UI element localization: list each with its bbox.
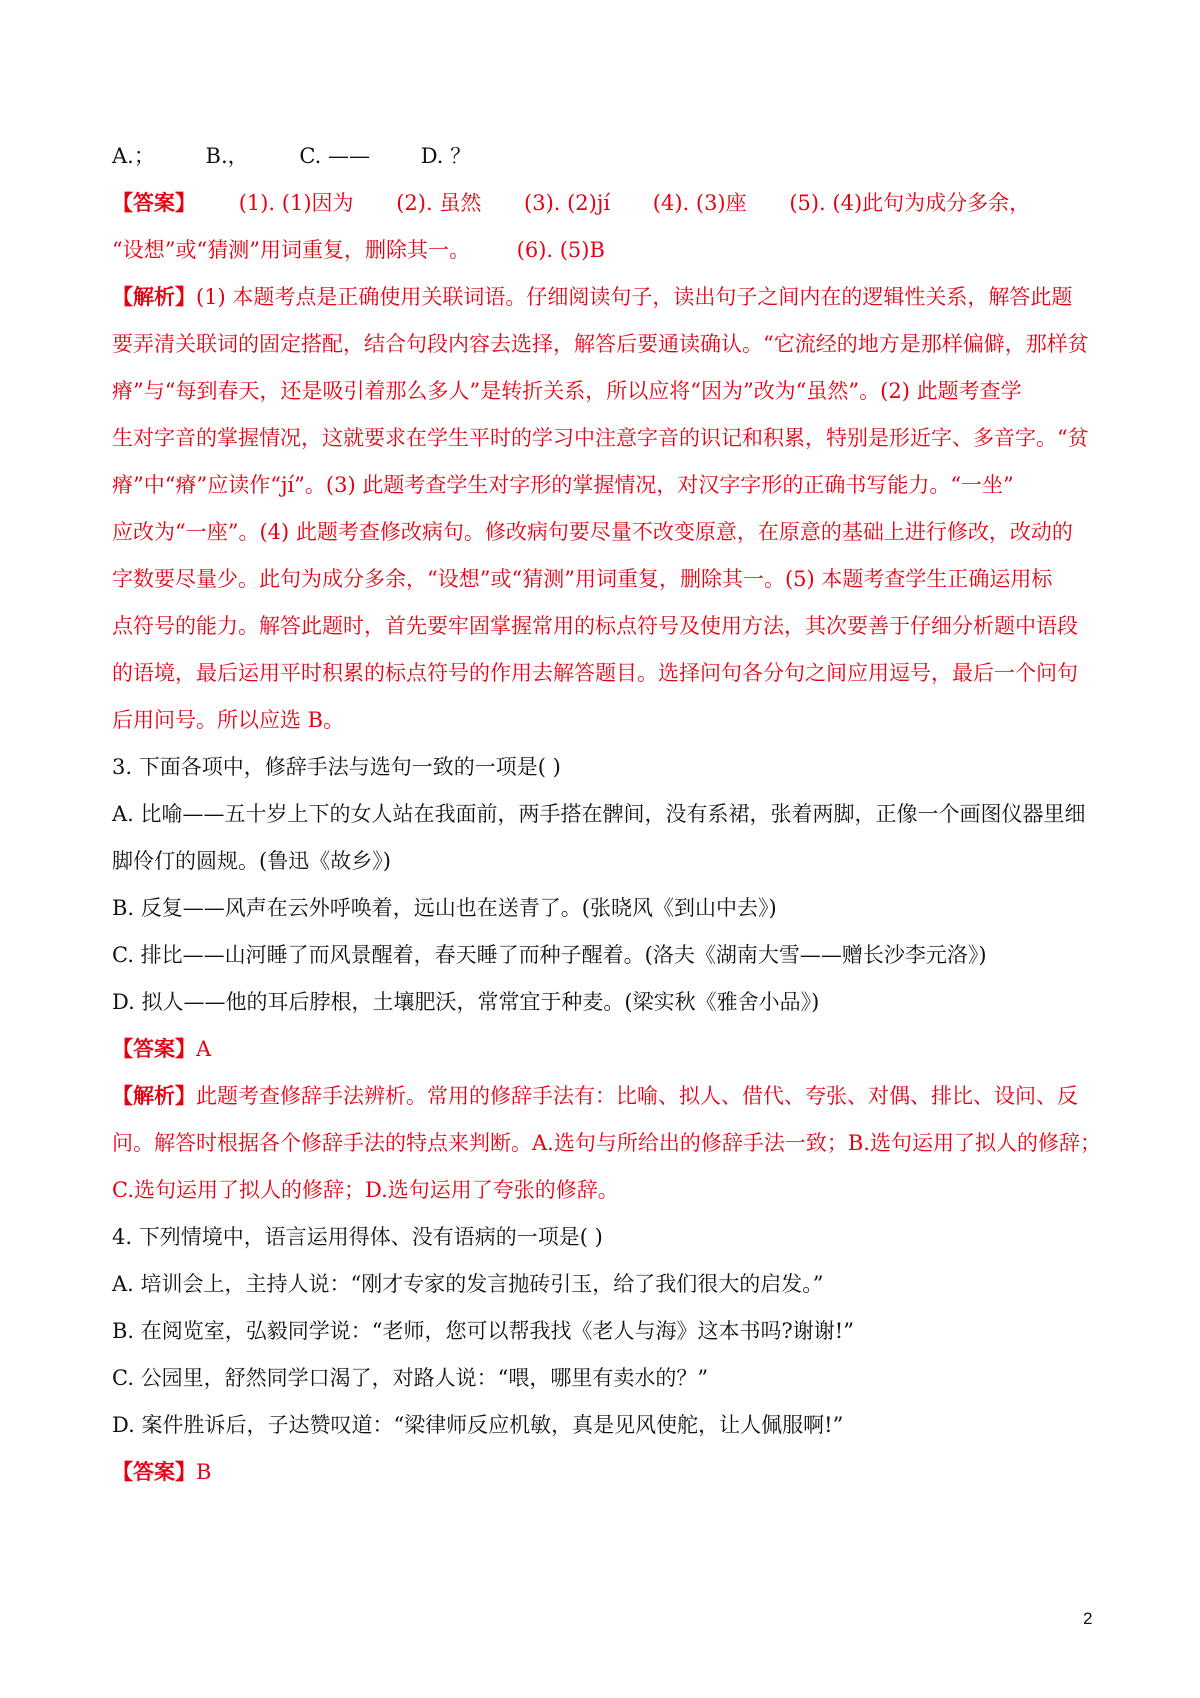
q2-analysis-line: 后用问号。所以应选 B。 bbox=[112, 708, 345, 732]
answer-label: 【答案】 bbox=[112, 1036, 196, 1061]
q2-analysis-line: 应改为“一座”。(4) 此题考查修改病句。修改病句要尽量不改变原意，在原意的基础上进行修改，改动的 bbox=[112, 520, 1073, 544]
q4-option-a: A. 培训会上，主持人说：“刚才专家的发言抛砖引玉，给了我们很大的启发。” bbox=[112, 1272, 824, 1296]
analysis-label: 【解析】 bbox=[112, 1083, 196, 1108]
q2-options-row bbox=[112, 142, 471, 170]
analysis-label: 【解析】 bbox=[112, 284, 196, 309]
q4-answer-value: B bbox=[196, 1460, 212, 1484]
q2-answer-continuation: “设想”或“猜测”用词重复，删除其一。 bbox=[112, 238, 470, 262]
q4-answer bbox=[112, 1458, 211, 1486]
q4-stem: 4. 下列情境中，语言运用得体、没有语病的一项是( ) bbox=[112, 1225, 603, 1249]
q2-option-a: A.； bbox=[112, 144, 155, 168]
q4-option-b: B. 在阅览室，弘毅同学说：“老师，您可以帮我找《老人与海》这本书吗?谢谢!” bbox=[112, 1319, 854, 1343]
q3-analysis-line: 【解析】此题考查修辞手法辨析。常用的修辞手法有：比喻、拟人、借代、夸张、对偶、排比、设问、反 bbox=[112, 1083, 1078, 1108]
q4-option-c: C. 公园里，舒然同学口渴了，对路人说：“喂，哪里有卖水的？” bbox=[112, 1366, 709, 1390]
answer-label: 【答案】 bbox=[112, 190, 196, 215]
q2-analysis-line: 生对字音的掌握情况，这就要求在学生平时的学习中注意字音的识记和积累，特别是形近字、多音字。“贫 bbox=[112, 426, 1089, 450]
q3-option-c: C. 排比——山河睡了而风景醒着，春天睡了而种子醒着。(洛夫《湖南大雪——赠长沙李元洛》) bbox=[112, 943, 987, 967]
page-number: 2 bbox=[1083, 1609, 1093, 1628]
q3-answer-value: A bbox=[196, 1037, 212, 1061]
q2-answer-item-1: (1). (1)因为 bbox=[238, 191, 354, 215]
q2-analysis-line: 点符号的能力。解答此题时，首先要牢固掌握常用的标点符号及使用方法，其次要善于仔细分析题中语段 bbox=[112, 614, 1078, 638]
q3-option-d: D. 拟人——他的耳后脖根，土壤肥沃，常常宜于种麦。(梁实秋《雅舍小品》) bbox=[112, 990, 820, 1014]
q2-analysis-line: 的语境，最后运用平时积累的标点符号的作用去解答题目。选择问句各分句之间应用逗号，最后一个问句 bbox=[112, 661, 1078, 685]
q2-answer-line-1 bbox=[112, 189, 1030, 217]
q3-answer bbox=[112, 1035, 211, 1063]
q3-analysis-line: 问。解答时根据各个修辞手法的特点来判断。A.选句与所给出的修辞手法一致；B.选句运用了拟人的修辞； bbox=[112, 1131, 1101, 1155]
q2-answer-item-4: (4). (3)座 bbox=[652, 191, 747, 215]
q2-option-b: B.， bbox=[205, 144, 249, 168]
q2-answer-item-2: (2). 虽然 bbox=[396, 191, 482, 215]
q2-analysis-line: 【解析】(1) 本题考点是正确使用关联词语。仔细阅读句子，读出句子之间内在的逻辑性关系，解答此题 bbox=[112, 284, 1073, 309]
q2-option-c: C. —— bbox=[299, 144, 370, 168]
q3-option-a-continued: 脚伶仃的圆规。(鲁迅《故乡》) bbox=[112, 849, 391, 873]
q2-option-d: D. ？ bbox=[420, 144, 472, 168]
q4-option-d: D. 案件胜诉后，子达赞叹道：“梁律师反应机敏，真是见风使舵，让人佩服啊!” bbox=[112, 1413, 844, 1437]
q3-analysis-line: C.选句运用了拟人的修辞；D.选句运用了夸张的修辞。 bbox=[112, 1178, 619, 1202]
q2-answer-item-5: (5). (4)此句为成分多余， bbox=[789, 191, 1031, 215]
q2-answer-item-6: (6). (5)B bbox=[516, 238, 605, 262]
q2-analysis-line: 字数要尽量少。此句为成分多余，“设想”或“猜测”用词重复，删除其一。(5) 本题考查学生正确运用标 bbox=[112, 567, 1053, 591]
q3-option-b: B. 反复——风声在云外呼唤着，远山也在送青了。(张晓风《到山中去》) bbox=[112, 896, 777, 920]
q2-answer-item-3: (3). (2)jí bbox=[524, 191, 611, 215]
q3-stem: 3. 下面各项中，修辞手法与选句一致的一项是( ) bbox=[112, 755, 561, 779]
q3-option-a: A. 比喻——五十岁上下的女人站在我面前，两手搭在髀间，没有系裙，张着两脚，正像一个画图仪器里细 bbox=[112, 802, 1086, 826]
answer-label: 【答案】 bbox=[112, 1459, 196, 1484]
q2-analysis-line: 瘠”中“瘠”应读作“jí”。(3) 此题考查学生对字形的掌握情况，对汉字字形的正确书写能力。“一坐” bbox=[112, 473, 1014, 497]
q2-answer-line-2 bbox=[112, 236, 605, 264]
q2-analysis-line: 要弄清关联词的固定搭配，结合句段内容去选择，解答后要通读确认。“它流经的地方是那样偏僻，那样贫 bbox=[112, 332, 1089, 356]
q2-analysis-line: 瘠”与“每到春天，还是吸引着那么多人”是转折关系，所以应将“因为”改为“虽然”。(2) 此题考查学 bbox=[112, 379, 1022, 403]
